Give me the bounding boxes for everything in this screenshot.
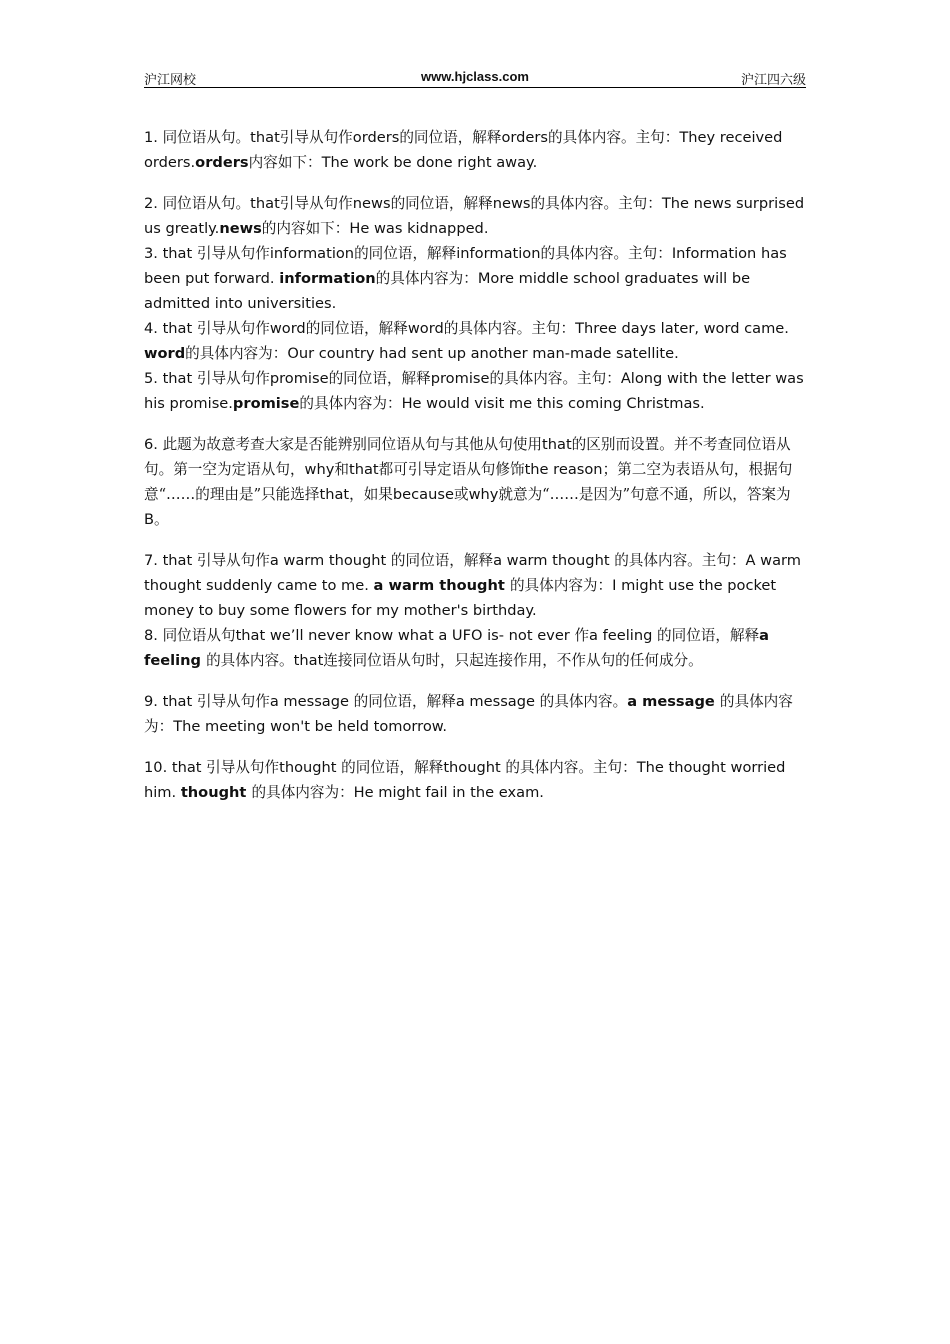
item-keyword: orders (195, 154, 249, 171)
item-text: 引导从句作 (206, 759, 280, 776)
item-text: The work be done right away. (321, 154, 538, 171)
item-text: why (304, 461, 335, 478)
item-text: information (456, 245, 541, 262)
item-text: 的具体内容为： (251, 784, 354, 801)
item-text: Information has been put forward. (144, 245, 787, 287)
item-text: 引导从句作 (279, 195, 353, 212)
item-text: that (319, 486, 350, 503)
item-keyword: a message (627, 693, 720, 710)
item-text: that (542, 436, 572, 453)
item-text: a message (269, 693, 354, 710)
item-text: 的同位语，解释 (399, 129, 502, 146)
item-text: a feeling (589, 627, 657, 644)
item-text: Our country had sent up another man-made satellite. (287, 345, 679, 362)
answer-item-3 (144, 241, 808, 316)
item-text: a warm thought (493, 552, 615, 569)
item-text: news (492, 195, 531, 212)
item-text: A warm thought suddenly came to me. (144, 552, 802, 594)
item-text: More middle school graduates will be admitted into universities. (144, 270, 751, 312)
item-text: promise (269, 370, 329, 387)
answer-item-9 (144, 689, 808, 739)
item-text: news (352, 195, 391, 212)
item-text: 引导从句作 (196, 320, 270, 337)
item-text: 的具体内容为： (299, 395, 402, 412)
item-keyword: thought (180, 784, 252, 801)
item-text: 的具体内容为： (144, 693, 793, 735)
item-text: word (407, 320, 444, 337)
item-text: 的具体内容。主句： (489, 370, 621, 387)
item-text: 7. that (144, 552, 197, 569)
answer-item-10 (144, 755, 808, 805)
item-text: 内容如下： (248, 154, 322, 171)
answer-content (144, 125, 808, 805)
item-text: 引导从句作 (196, 693, 270, 710)
item-text: 。 (154, 511, 169, 528)
item-keyword: a feeling (144, 627, 770, 669)
item-text: 6. (144, 436, 163, 453)
item-text: I might use the pocket money to buy some flowers for my mother's birthday. (144, 577, 777, 619)
item-text: orders (352, 129, 400, 146)
item-text: 的具体内容。 (206, 652, 294, 669)
item-text: The meeting won't be held tomorrow. (173, 718, 448, 735)
item-text: 的具体内容。主句： (540, 245, 672, 262)
item-text: 连接同位语从句时，只起连接作用，不作从句的任何成分。 (323, 652, 703, 669)
item-text: 的具体内容。主句： (614, 552, 746, 569)
item-text: information (269, 245, 355, 262)
item-text: that (293, 652, 324, 669)
item-text: 引导从句作 (279, 129, 353, 146)
item-text: 的具体内容。主句： (548, 129, 680, 146)
item-keyword: promise (232, 395, 300, 412)
item-text: that (348, 461, 379, 478)
item-text: that we’ll never know what a UFO is- not ever (235, 627, 575, 644)
item-text: 8. (144, 627, 163, 644)
item-text: B (144, 511, 155, 528)
item-text: ；第二空为表语从句，根据句意“……的理由是”只能选择 (144, 461, 793, 503)
item-text: 的内容如下： (261, 220, 350, 237)
header-url-text: www.hjclass.com (421, 69, 529, 84)
item-text: a message (455, 693, 540, 710)
item-text: 5. that (144, 370, 197, 387)
item-text: He might fail in the exam. (353, 784, 544, 801)
item-text: 同位语从句 (162, 627, 236, 644)
item-text: 引导从句作 (196, 245, 270, 262)
item-text: 或 (453, 486, 469, 503)
item-text: thought (443, 759, 506, 776)
item-keyword: a warm thought (373, 577, 510, 594)
header-right-text: 沪江四六级 (740, 73, 806, 88)
item-text: Three days later, word came. (575, 320, 789, 337)
item-text: The thought worried him. (144, 759, 786, 801)
item-text: Along with the letter was his promise. (144, 370, 804, 412)
item-text: 的同位语，解释 (328, 370, 431, 387)
item-text: 1. (144, 129, 163, 146)
item-text: 的同位语，解释 (305, 320, 408, 337)
item-text: They received orders. (144, 129, 783, 171)
item-text: 引导从句作 (196, 370, 270, 387)
item-text: 的具体内容。 (539, 693, 628, 710)
answer-item-7 (144, 548, 808, 623)
item-text: 的具体内容。主句： (530, 195, 662, 212)
answer-item-2 (144, 191, 808, 241)
item-keyword: information (279, 270, 376, 287)
item-keyword: word (144, 345, 186, 362)
item-text: 的同位语，解释 (354, 245, 457, 262)
item-text: 此题为故意考查大家是否能辨别同位语从句与其他从句使用 (162, 436, 543, 453)
item-text: promise (430, 370, 490, 387)
item-text: 的同位语，解释 (657, 627, 760, 644)
item-text: a warm thought (269, 552, 391, 569)
item-text: He was kidnapped. (349, 220, 489, 237)
item-text: 的具体内容为： (509, 577, 613, 594)
item-text: 的区别而设置。并不考查同位语从句。第一空为定语从句， (144, 436, 791, 478)
item-text: 10. that (144, 759, 207, 776)
item-keyword: news (219, 220, 262, 237)
answer-item-8 (144, 623, 808, 673)
item-text: 的具体内容。主句： (505, 759, 637, 776)
item-text: 都可引导定语从句修饰 (378, 461, 525, 478)
item-text: 同位语从句。 (162, 129, 251, 146)
item-text: 引导从句作 (196, 552, 270, 569)
item-text: 的具体内容为： (375, 270, 478, 287)
item-text: 的具体内容。主句： (443, 320, 576, 337)
item-text: because (392, 486, 454, 503)
item-text: 的同位语，解释 (353, 693, 456, 710)
item-text: 同位语从句。 (162, 195, 251, 212)
item-text: He would visit me this coming Christmas. (401, 395, 705, 412)
item-text: that (250, 129, 280, 146)
item-text: word (269, 320, 306, 337)
item-text: the reason (524, 461, 603, 478)
item-text: 的同位语，解释 (341, 759, 444, 776)
item-text: 的具体内容为： (185, 345, 288, 362)
item-text: The news surprised us greatly. (144, 195, 805, 237)
answer-item-4 (144, 316, 808, 366)
item-text: 9. that (144, 693, 197, 710)
header-left-text: 沪江网校 (144, 73, 197, 88)
answer-item-6 (144, 432, 808, 532)
item-text: 3. that (144, 245, 197, 262)
page-header (144, 68, 806, 88)
answer-item-1 (144, 125, 808, 175)
item-text: why (468, 486, 499, 503)
item-text: 作 (574, 627, 590, 644)
item-text: 就意为“……是因为”句意不通，所以，答案为 (498, 486, 791, 503)
item-text: ，如果 (349, 486, 393, 503)
item-text: 的同位语，解释 (390, 552, 494, 569)
item-text: 2. (144, 195, 163, 212)
item-text: thought (279, 759, 342, 776)
item-text: that (250, 195, 280, 212)
item-text: 的同位语，解释 (390, 195, 493, 212)
item-text: orders (501, 129, 549, 146)
item-text: 4. that (144, 320, 197, 337)
answer-item-5 (144, 366, 808, 416)
item-text: 和 (334, 461, 349, 478)
